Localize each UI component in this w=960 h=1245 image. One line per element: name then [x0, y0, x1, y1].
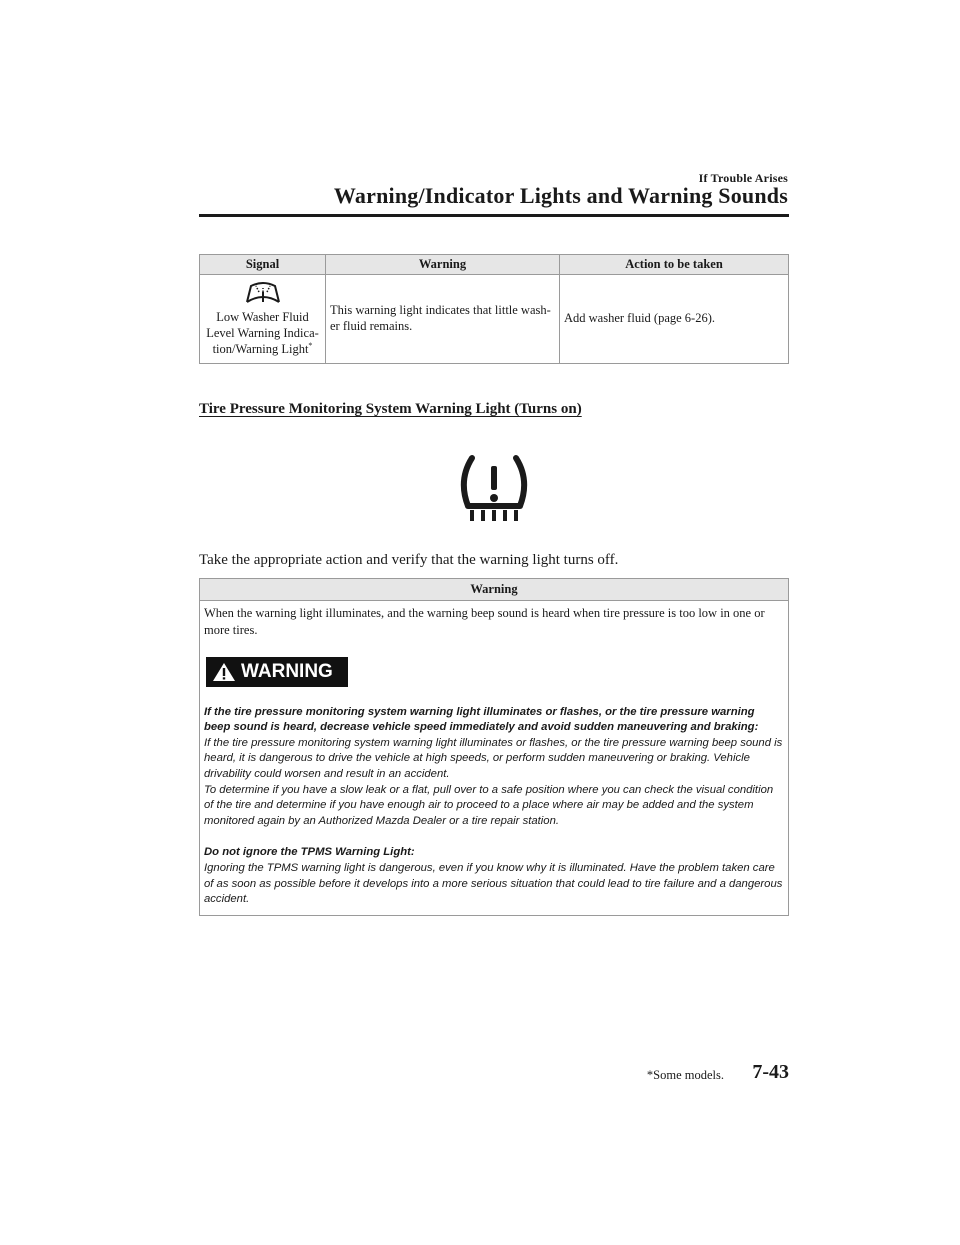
some-models-mark: *: [308, 341, 313, 351]
warning-text-leak: To determine if you have a slow leak or a flat, pull over to a safe position where you can check the visual condition of the tire and determine if you have enough air to proceed to a place where air may be added and the system monitored again by an Authorized Mazda Dealer or a tire repair station.: [204, 783, 774, 827]
warning-description: When the warning light illuminates, and the warning beep sound is heard when tire pressure is too low in one or more tires.: [204, 606, 765, 637]
tpms-warning-icon: [456, 452, 532, 524]
column-header-signal: Signal: [200, 255, 326, 275]
warning-badge: [206, 657, 348, 687]
warning-box: [199, 578, 789, 916]
spacer: [204, 829, 784, 845]
signal-label: Low Washer Fluid Level Warning Indica-tion/Warning Light: [206, 309, 319, 357]
warning-box-header: Warning: [200, 579, 788, 601]
warning-heading-speed: If the tire pressure monitoring system warning light illuminates or flashes, or the tire pressure warning beep sound is heard, decrease vehicle speed immediately and avoid sudden maneuvering and braking:: [204, 705, 759, 734]
section-label: If Trouble Arises: [698, 171, 788, 185]
warning-triangle-icon: [212, 662, 236, 682]
warning-text-speed: If the tire pressure monitoring system warning light illuminates or flashes, or the tire pressure warning beep sound is heard, it is dangerous to drive the vehicle at high speeds, or perform sudden maneuvering or braking. Vehicle drivability could worsen and result in an accident.: [204, 736, 783, 781]
action-cell: Add washer fluid (page 6-26).: [560, 275, 789, 364]
footnote: *Some models.: [646, 1068, 724, 1082]
signal-table: [199, 254, 789, 364]
warning-badge-label: WARNING: [241, 660, 333, 682]
warning-text-ignore: Ignoring the TPMS warning light is dangerous, even if you know why it is illuminated. Have the problem taken care of as soon as possible before it develops into a more serious situation that could lead to tire failure and a dangerous accident.: [204, 861, 783, 906]
warning-heading-ignore: Do not ignore the TPMS Warning Light:: [204, 846, 415, 859]
column-header-warning: Warning: [326, 255, 560, 275]
tpms-section-heading: Tire Pressure Monitoring System Warning Light (Turns on): [199, 401, 582, 417]
title-rule: [199, 214, 789, 217]
washer-fluid-icon: [243, 280, 283, 306]
signal-cell: [200, 275, 326, 364]
page-title: Warning/Indicator Lights and Warning Sounds: [333, 183, 788, 208]
column-header-action: Action to be taken: [560, 255, 789, 275]
page-number: 7-43: [752, 1061, 789, 1083]
table-header-row: [200, 255, 789, 275]
table-row: [200, 275, 789, 364]
warning-cell: This warning light indicates that little wash-er fluid remains.: [326, 275, 560, 364]
tpms-intro-text: Take the appropriate action and verify that the warning light turns off.: [199, 552, 619, 568]
warning-body: [200, 601, 788, 915]
